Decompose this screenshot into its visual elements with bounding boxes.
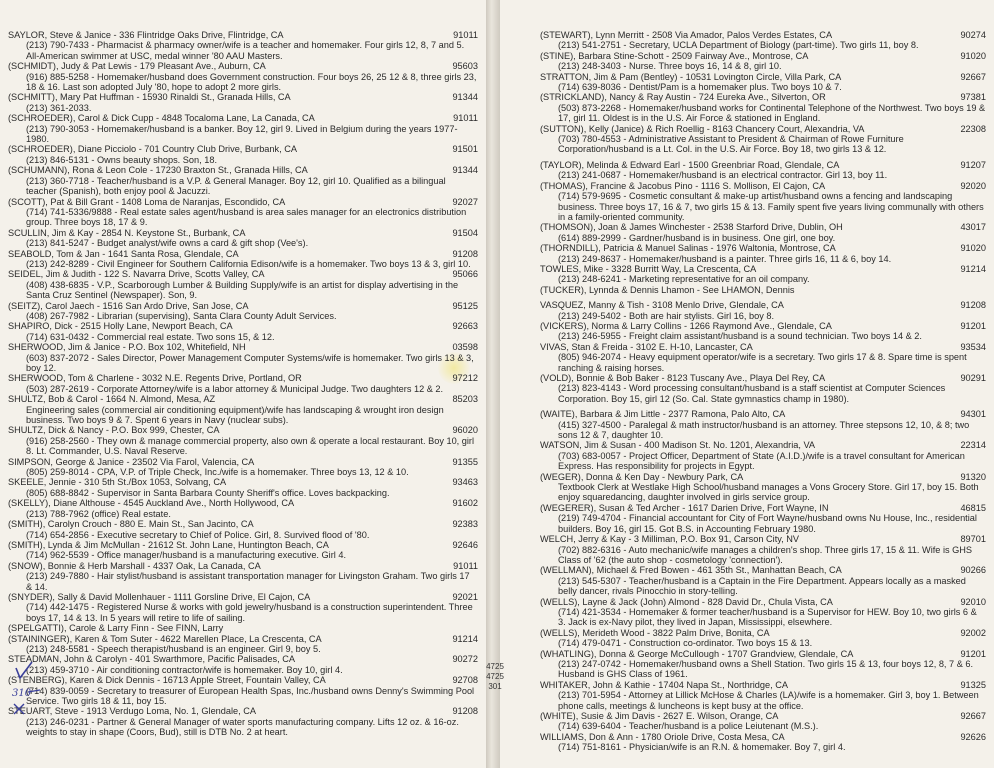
entry-details: (702) 882-6316 - Auto mechanic/wife manages a children's shop. Three girls 17, 15 & 11. Wife is GHS Class of '62 (the auto shop - cosmetology 'connection').	[558, 544, 973, 565]
entry-details: (213) 248-6241 - Marketing representative for an oil company.	[558, 274, 810, 285]
entry-zip: 90274	[960, 30, 986, 40]
entry-name-address: (SCHMITT), Mary Pat Huffman - 15930 Rinaldi St., Granada Hills, CA	[8, 92, 291, 103]
entry-name-address: (SNYDER), Sally & David Mollenhauer - 1111 Gorsline Drive, El Cajon, CA	[8, 591, 311, 602]
entry-details: (916) 258-2560 - They own & manage commercial property, also own & operate a local restaurant. Boy 10, girl 8. Lt. Commander, U.S. Naval Reserve.	[26, 435, 475, 457]
page-number: 301	[488, 682, 502, 691]
entry-zip: 95603	[452, 61, 478, 72]
entry-name-address: (THOMAS), Francine & Jacobus Pino - 1116 S. Mollison, El Cajon, CA	[540, 180, 826, 191]
entry-name-address: (STEWART), Lynn Merritt - 2508 Via Amador, Palos Verdes Estates, CA	[540, 30, 833, 40]
entry-name-address: SKEELE, Jennie - 310 5th St./Box 1053, Solvang, CA	[8, 477, 227, 488]
directory-entry	[540, 300, 986, 321]
entry-name-address: SAYLOR, Steve & Janice - 336 Flintridge Oaks Drive, Flintridge, CA	[8, 30, 284, 40]
entry-zip: 89701	[960, 534, 986, 545]
page-number: 4725	[486, 662, 504, 671]
entry-name-address: (SNOW), Bonnie & Herb Marshall - 4337 Oak, La Canada, CA	[8, 560, 261, 571]
directory-entry	[8, 675, 478, 706]
entry-name-address: (SEITZ), Carol Jaech - 1516 San Ardo Drive, San Jose, CA	[8, 300, 249, 311]
entry-zip: 92021	[452, 591, 478, 602]
entry-name-address: SCULLIN, Jim & Kay - 2854 N. Keystone St., Burbank, CA	[8, 227, 246, 238]
entry-name-address: (TAYLOR), Melinda & Edward Earl - 1500 Greenbriar Road, Glendale, CA	[540, 159, 840, 170]
directory-entry	[8, 342, 478, 373]
entry-details: (213) 701-5954 - Attorney at Lillick McHose & Charles (LA)/wife is a homemaker. Girl 3, boy 1. Between phone calls, meetings & luncheons is kept busy at the office.	[558, 690, 979, 711]
entry-details: (714) 479-0471 - Construction co-ordinator. Two boys 15 & 13.	[558, 638, 813, 649]
entry-details: (213) 823-4143 - Word processing consultant/husband is a staff scientist at Computer Sciences Corporation. Boy 15, girl 12 (So. Cal. State gymnastics champ in 1980).	[558, 383, 946, 404]
directory-entry	[8, 249, 478, 270]
entry-zip: 93534	[960, 341, 986, 352]
directory-entry	[8, 197, 478, 228]
directory-entry	[8, 394, 478, 425]
entry-name-address: (WEGER), Donna & Ken Day - Newbury Park, CA	[540, 471, 744, 482]
entry-name-address: (SMITH), Carolyn Crouch - 880 E. Main St., San Jacinto, CA	[8, 519, 254, 530]
directory-entry	[540, 503, 986, 534]
entry-details: (703) 780-4553 - Administrative Assistant to President & Chairman of Rowe Furniture Corporation/husband is a Lt. Col. in the U.S. Air Force. Boy 18, two girls 13 & 12.	[558, 134, 904, 155]
entry-details: (603) 837-2072 - Sales Director, Power Management Computer Systems/wife is homemaker. Two girls 13 & 3, boy 12.	[26, 352, 474, 373]
directory-entry	[8, 654, 478, 675]
entry-details: (213) 541-2751 - Secretary, UCLA Department of Biology (part-time). Two girls 11, boy 8.	[558, 40, 919, 51]
entry-name-address: VASQUEZ, Manny & Tish - 3108 Menlo Drive, Glendale, CA	[540, 300, 784, 311]
directory-entry	[540, 565, 986, 596]
entry-name-address: (VICKERS), Norma & Larry Collins - 1266 Raymond Ave., Glendale, CA	[540, 320, 832, 331]
entry-details: (213) 247-0742 - Homemaker/husband owns a Shell Station. Two girls 15 & 13, four boys 12, 8, 7 & 6. Husband is GHS Class of 1961.	[558, 658, 974, 680]
entry-zip: 91207	[960, 159, 986, 170]
directory-entry	[540, 649, 986, 680]
entry-details: (213) 249-7880 - Hair stylist/husband is assistant transportation manager for Livingston Graham. Two girls 17 & 14.	[26, 571, 470, 592]
directory-entry	[8, 519, 478, 540]
entry-zip: 92020	[960, 180, 986, 191]
directory-entry	[540, 373, 986, 404]
page-number: 4725	[486, 672, 504, 681]
entry-name-address: SHULTZ, Bob & Carol - 1664 N. Almond, Mesa, AZ	[8, 394, 216, 405]
entry-zip: 91011	[453, 113, 478, 124]
entry-details: (408) 267-7982 - Librarian (supervising), Santa Clara County Adult Services.	[26, 310, 337, 321]
directory-entry	[540, 30, 986, 51]
entry-name-address: (WELLMAN), Michael & Fred Bowen - 461 35th St., Manhattan Beach, CA	[540, 565, 842, 576]
entry-details: (213) 788-7962 (office) Real estate.	[26, 508, 171, 519]
entry-zip: 93463	[452, 477, 478, 488]
entry-details: (714) 421-3534 - Homemaker & former teacher/husband is a Supervisor for HEW. Boy 10, two girls 6 & 3. Jack is ex-Navy pilot, they lived in Japan, Mississippi, elsewhere.	[558, 606, 977, 628]
entry-name-address: TOWLES, Mike - 3328 Burritt Way, La Crescenta, CA	[540, 263, 757, 274]
entry-zip: 91011	[453, 30, 478, 40]
entry-name-address: (WHITE), Susie & Jim Davis - 2627 E. Wilson, Orange, CA	[540, 711, 779, 721]
entry-zip: 92383	[452, 519, 478, 530]
entry-zip: 91011	[453, 560, 478, 571]
entry-details: (213) 790-3053 - Homemaker/husband is a banker. Boy 12, girl 9. Lived in Belgium during the years 1977-1980.	[26, 123, 458, 145]
right-column-directory	[540, 30, 986, 753]
book-gutter	[486, 0, 500, 768]
directory-entry	[540, 72, 986, 93]
entry-name-address: (STINE), Barbara Stine-Schott - 2509 Fairway Ave., Montrose, CA	[540, 50, 809, 61]
entry-name-address: (SCOTT), Pat & Bill Grant - 1408 Loma de Naranjas, Escondido, CA	[8, 196, 286, 207]
entry-details: (408) 438-6835 - V.P., Scarborough Lumber & Building Supply/wife is an artist for display advertising in the Santa Cruz Sentinel (Newspaper). Son, 9.	[26, 279, 459, 301]
entry-details: (503) 873-2268 - Homemaker/husband works for Continental Telephone of the Northwest. Two boys 19 & 17, girl 11. Oldest is in the U.S. Air Force & stationed in England.	[558, 102, 986, 124]
entry-zip: 94301	[960, 409, 986, 420]
entry-details: (213) 361-2033.	[26, 102, 92, 113]
entry-name-address: SHULTZ, Dick & Nancy - P.O. Box 999, Chester, CA	[8, 425, 220, 436]
directory-entry	[540, 342, 986, 373]
entry-zip: 95125	[452, 300, 478, 311]
handwritten-note: 310	[12, 688, 32, 699]
entry-name-address: (WHATLING), Donna & George McCullough - 1707 Grandview, Glendale, CA	[540, 648, 854, 659]
directory-entry	[540, 472, 986, 503]
entry-details: (213) 248-3403 - Nurse. Three boys 16, 14 & 8, girl 10.	[558, 61, 782, 72]
entry-name-address: (TUCKER), Lynnda & Dennis Lhamon - See LHAMON, Dennis	[540, 284, 795, 295]
directory-entry	[540, 321, 986, 342]
entry-name-address: (THOMSON), Joan & James Winchester - 2538 Starford Drive, Dublin, OH	[540, 222, 843, 233]
entry-zip: 97381	[960, 92, 986, 103]
entry-details: (213) 545-5307 - Teacher/husband is a Captain in the Fire Department. Appears locally as a masked belly dancer, rivals Pinocchio in story-telling.	[558, 575, 966, 597]
entry-details: (714) 631-0432 - Commercial real estate. Two sons 15, & 12.	[26, 331, 275, 342]
entry-name-address: STEADMAN, John & Carolyn - 401 Swarthmore, Pacific Palisades, CA	[8, 654, 295, 665]
entry-details: (805) 259-8014 - CPA, V.P. of Triple Check, Inc./wife is a homemaker. Three boys 13, 12 & 10.	[26, 467, 409, 478]
entry-zip: 91320	[960, 471, 986, 482]
entry-zip: 91355	[452, 456, 478, 467]
entry-zip: 91208	[960, 300, 986, 311]
left-column-directory	[8, 30, 478, 738]
entry-zip: 91208	[452, 706, 478, 717]
directory-entry	[540, 264, 986, 285]
directory-entry	[8, 144, 478, 165]
entry-name-address: (SPELGATTI), Carole & Larry Finn - See FINN, Larry	[8, 623, 224, 634]
entry-details: (614) 889-2999 - Gardner/husband is in business. One girl, one boy.	[558, 232, 836, 243]
entry-name-address: (SKELLY), Diane Althouse - 4545 Auckland Ave., North Hollywood, CA	[8, 498, 295, 509]
entry-name-address: SIMPSON, George & Janice - 23502 Via Farol, Valencia, CA	[8, 456, 255, 467]
entry-details: (703) 683-0057 - Project Officer, Department of State (A.I.D.)/wife is a travel consultant for American Express. Has responsibility for projects in Egypt.	[558, 450, 965, 472]
entry-name-address: SHAPIRO, Dick - 2515 Holly Lane, Newport Beach, CA	[8, 321, 233, 332]
entry-details: (213) 249-8637 - Homemaker/husband is a painter. Three girls 16, 11 & 6, boy 14.	[558, 253, 892, 264]
directory-entry	[540, 534, 986, 565]
entry-details: (213) 241-0687 - Homemaker/husband is an electrical contractor. Girl 13, boy 11.	[558, 170, 888, 181]
entry-name-address: WHITAKER, John & Kathie - 17404 Napa St., Northridge, CA	[540, 679, 789, 690]
entry-details: (213) 248-5581 - Speech therapist/husband is an engineer. Girl 9, boy 5.	[26, 643, 321, 654]
directory-entry	[8, 301, 478, 322]
entry-name-address: (THORNDILL), Patricia & Manuel Salinas - 1976 Waltonia, Montrose, CA	[540, 243, 836, 254]
directory-entry	[540, 680, 986, 711]
directory-entry	[8, 269, 478, 300]
directory-entry	[540, 160, 986, 181]
entry-details: (714) 442-1475 - Registered Nurse & works with gold jewelry/husband is a construction superintendent. Three boys 17, 14 & 13. In 5 years will retire to life of sailing.	[26, 602, 473, 623]
entry-zip: 91201	[960, 648, 986, 659]
directory-entry	[8, 425, 478, 456]
entry-zip: 43017	[960, 222, 986, 233]
directory-entry	[540, 51, 986, 72]
entry-name-address: (SCHUMANN), Rona & Leon Cole - 17230 Braxton St., Granada Hills, CA	[8, 165, 308, 176]
entry-name-address: (SCHMIDT), Judy & Pat Lewis - 179 Pleasant Ave., Auburn, CA	[8, 61, 266, 72]
entry-name-address: STRATTON, Jim & Pam (Bentley) - 10531 Lovington Circle, Villa Park, CA	[540, 71, 842, 82]
entry-zip: 91325	[960, 679, 986, 690]
entry-zip: 91020	[960, 50, 986, 61]
entry-details: (213) 360-7718 - Teacher/husband is a V.P. & General Manager. Boy 12, girl 10. Qualified as a bilingual teacher (Spanish), both enjoy pool & Jacuzzi.	[26, 175, 446, 197]
entry-details: (916) 885-5258 - Homemaker/husband does Government construction. Four boys 26, 25 12 & 8, three girls 23, 18 & 16. Last son adopted July '80, hope to adopt 2 more girls.	[26, 71, 477, 93]
entry-zip: 85203	[452, 394, 478, 405]
directory-entry	[540, 711, 986, 732]
entry-zip: 91020	[960, 243, 986, 254]
directory-entry	[8, 623, 478, 633]
entry-details: (213) 246-5955 - Freight claim assistant/husband is a sound technician. Two boys 14 & 2.	[558, 331, 922, 342]
entry-details: (213) 242-8289 - Civil Engineer for Southern California Edison/wife is a homemaker. Two boys 13 & 3, girl 10.	[26, 258, 471, 269]
directory-entry	[540, 124, 986, 155]
entry-zip: 90272	[452, 654, 478, 665]
entry-details: (714) 962-5539 - Office manager/husband is a manufacturing executive. Girl 4.	[26, 550, 347, 561]
entry-zip: 91214	[960, 263, 986, 274]
directory-entry	[8, 706, 478, 737]
entry-zip: 46815	[960, 502, 986, 513]
entry-details: (219) 749-4704 - Financial accountant for City of Fort Wayne/husband owns Nu House, Inc., residential builders. Boy 16, girl 15. Got B.S. in Accounting February 1980.	[558, 513, 977, 534]
entry-details: (714) 579-9695 - Cosmetic consultant & make-up artist/husband owns a fencing and landscaping business. Three boys 17, 16 & 7, two girls 15 & 13. Family spent five years living communally with others in a family-oriented community.	[558, 191, 984, 222]
entry-name-address: (WELLS), Merideth Wood - 3822 Palm Drive, Bonita, CA	[540, 627, 770, 638]
entry-zip: 91602	[452, 498, 478, 509]
entry-name-address: (WELLS), Layne & Jack (John) Almond - 828 David Dr., Chula Vista, CA	[540, 596, 833, 607]
entry-details: (714) 639-8036 - Dentist/Pam is a homemaker plus. Two boys 10 & 7.	[558, 82, 842, 93]
entry-name-address: (STRICKLAND), Nancy & Ray Austin - 724 Eureka Ave., Silverton, OR	[540, 92, 826, 103]
pen-check-mark	[16, 662, 32, 678]
entry-name-address: (SMITH), Lynda & Jim McMullan - 21612 St. John Lane, Huntington Beach, CA	[8, 539, 329, 550]
entry-details: (213) 790-7433 - Pharmacist & pharmacy owner/wife is a teacher and homemaker. Four girls 12, 8, 7 and 5. All-American swimmer at USC, medal winner '80 AAU Masters.	[26, 40, 465, 61]
entry-zip: 92646	[452, 539, 478, 550]
entry-zip: 91501	[452, 144, 478, 155]
entry-zip: 03598	[452, 342, 478, 353]
entry-zip: 92663	[452, 321, 478, 332]
entry-zip: 91201	[960, 320, 986, 331]
entry-name-address: WATSON, Jim & Susan - 400 Madison St. No. 1201, Alexandria, VA	[540, 440, 816, 451]
entry-zip: 91214	[452, 633, 478, 644]
directory-entry	[540, 597, 986, 628]
entry-details: Engineering sales (commercial air conditioning equipment)/wife has landscaping & wrought iron design business. Two boys 9 & 7. Spent 6 years in Navy (nuclear subs).	[26, 404, 444, 426]
directory-entry	[540, 92, 986, 123]
entry-name-address: (WEGERER), Susan & Ted Archer - 1617 Darien Drive, Fort Wayne, IN	[540, 502, 829, 513]
directory-entry	[8, 498, 478, 519]
entry-details: Textbook Clerk at Westlake High School/husband manages a Vons Grocery Store. Girl 17, boy 15. Both enjoy squaredancing, daughter involved in girls service group.	[558, 482, 979, 503]
directory-entry	[8, 540, 478, 561]
directory-entry	[540, 409, 986, 440]
entry-zip: 91504	[452, 227, 478, 238]
entry-zip: 91344	[452, 92, 478, 103]
entry-name-address: SHERWOOD, Jim & Janice - P.O. Box 102, Whitefield, NH	[8, 342, 246, 353]
entry-details: (213) 459-3710 - Air conditioning contractor/wife is homemaker. Boy 10, girl 4.	[26, 664, 343, 675]
entry-name-address: (VOLD), Bonnie & Bob Baker - 8123 Tuscany Ave., Playa Del Rey, CA	[540, 373, 826, 383]
entry-zip: 22314	[960, 440, 986, 451]
entry-name-address: (SUTTON), Kelly (Janice) & Rich Roellig - 8163 Chancery Court, Alexandria, VA	[540, 123, 865, 134]
entry-zip: 92002	[960, 627, 986, 638]
entry-details: (213) 249-5402 - Both are hair stylists. Girl 16, boy 8.	[558, 310, 775, 321]
directory-entry	[8, 228, 478, 249]
entry-zip: 91208	[452, 248, 478, 259]
entry-details: (213) 841-5247 - Budget analyst/wife owns a card & gift shop (Vee's).	[26, 238, 309, 249]
directory-entry	[540, 732, 986, 753]
entry-zip: 95066	[452, 269, 478, 280]
entry-zip: 92708	[452, 675, 478, 686]
entry-name-address: (SCHROEDER), Diane Picciolo - 701 Country Club Drive, Burbank, CA	[8, 144, 297, 155]
entry-details: (503) 287-2619 - Corporate Attorney/wife is a labor attorney & Municipal Judge. Two daughters 12 & 2.	[26, 383, 444, 394]
handwritten-pen-marks	[10, 660, 40, 720]
directory-entry	[8, 561, 478, 592]
directory-entry	[8, 592, 478, 623]
directory-entry	[8, 92, 478, 113]
entry-name-address: STEUART, Steve - 1913 Verdugo Loma, No. 1, Glendale, CA	[8, 706, 257, 717]
entry-zip: 22308	[960, 123, 986, 134]
directory-entry	[8, 457, 478, 478]
entry-details: (714) 654-2856 - Executive secretary to Chief of Police. Girl, 8. Survived flood of '80.	[26, 529, 370, 540]
entry-details: (213) 246-0231 - Partner & General Manager of water sports manufacturing company. Lifts 12 oz. & 16-oz. weights to stay in shape (Coors, Bud), still is DTB No. 2 at heart.	[26, 716, 459, 738]
directory-entry	[8, 165, 478, 196]
directory-entry	[8, 477, 478, 498]
entry-details: (805) 946-2074 - Heavy equipment operator/wife is a secretary. Two girls 17 & 8. Spare time is spent ranching & raising horses.	[558, 352, 967, 373]
entry-zip: 90291	[960, 373, 986, 383]
entry-zip: 92667	[960, 711, 986, 721]
directory-entry	[8, 113, 478, 144]
entry-zip: 92027	[452, 196, 478, 207]
entry-name-address: (STENBERG), Karen & Dick Dennis - 16713 Apple Street, Fountain Valley, CA	[8, 675, 326, 686]
directory-entry	[540, 243, 986, 264]
entry-name-address: VIVAS, Stan & Freida - 3102 E. H-10, Lancaster, CA	[540, 341, 753, 352]
entry-details: (714) 839-0059 - Secretary to treasurer of European Health Spas, Inc./husband owns Denny's Swimming Pool Service. Two girls 18 & 11, boy 15.	[26, 685, 475, 706]
directory-entry	[540, 628, 986, 649]
directory-entry	[8, 634, 478, 655]
directory-entry	[540, 222, 986, 243]
entry-name-address: SEIDEL, Jim & Judith - 122 S. Navarra Drive, Scotts Valley, CA	[8, 269, 265, 280]
entry-zip: 92667	[960, 71, 986, 82]
entry-details: (805) 688-8842 - Supervisor in Santa Barbara County Sheriff's office. Loves backpacking.	[26, 487, 390, 498]
entry-name-address: WELCH, Jerry & Kay - 3 Milliman, P.O. Box 91, Carson City, NV	[540, 534, 800, 545]
entry-details: (415) 327-4500 - Paralegal & math instructor/husband is an attorney. Three stepsons 12, 10, & 8; two sons 12 & 7, daughter 10.	[558, 419, 970, 441]
directory-entry	[540, 181, 986, 223]
directory-entry	[8, 321, 478, 342]
directory-entry	[540, 440, 986, 471]
page-numbers	[480, 662, 510, 692]
entry-details: (213) 846-5131 - Owns beauty shops. Son, 18.	[26, 154, 218, 165]
directory-entry	[8, 30, 478, 61]
entry-name-address: WILLIAMS, Don & Ann - 1780 Oriole Drive, Costa Mesa, CA	[540, 731, 785, 742]
directory-entry	[8, 373, 478, 394]
directory-entry	[8, 61, 478, 92]
entry-zip: 92010	[960, 596, 986, 607]
entry-name-address: (STAININGER), Karen & Tom Suter - 4622 Marellen Place, La Crescenta, CA	[8, 633, 322, 644]
entry-details: (714) 741-5336/9888 - Real estate sales agent/husband is area sales manager for an electronics distribution group. Three boys 18, 17 & 9.	[26, 206, 467, 228]
entry-name-address: (SCHROEDER), Carol & Dick Cupp - 4848 Tocaloma Lane, La Canada, CA	[8, 113, 315, 124]
directory-entry	[540, 285, 986, 295]
entry-name-address: SHERWOOD, Tom & Charlene - 3032 N.E. Regents Drive, Portland, OR	[8, 373, 302, 384]
entry-name-address: (WAITE), Barbara & Jim Little - 2377 Ramona, Palo Alto, CA	[540, 409, 786, 420]
entry-zip: 91344	[452, 165, 478, 176]
entry-name-address: SEABOLD, Tom & Jan - 1641 Santa Rosa, Glendale, CA	[8, 248, 239, 259]
pen-x-mark	[14, 704, 24, 714]
entry-zip: 96020	[452, 425, 478, 436]
entry-zip: 90266	[960, 565, 986, 576]
entry-details: (714) 751-8161 - Physician/wife is an R.N. & homemaker. Boy 7, girl 4.	[558, 742, 846, 753]
entry-zip: 92626	[960, 731, 986, 742]
entry-details: (714) 639-6404 - Teacher/husband is a police Leiutenant (M.S.).	[558, 721, 819, 732]
entry-zip: 97212	[452, 373, 478, 384]
